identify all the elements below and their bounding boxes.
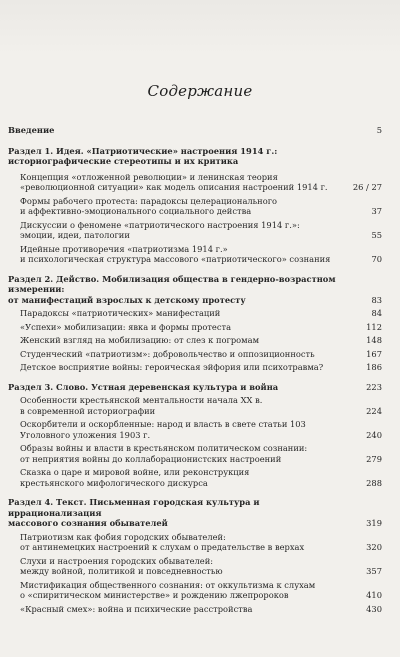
toc-page-number: 5 <box>376 125 382 135</box>
toc-entry-line: массового сознания обывателей <box>8 518 168 528</box>
toc-entry-line: Патриотизм как фобия городских обывателей: <box>20 531 226 542</box>
toc-page-number: 186 <box>366 362 382 372</box>
toc-entry-line: Сказка о царе и мировой войне, или реконструкция <box>20 467 250 477</box>
toc-page-number: 26 / 27 <box>352 182 382 192</box>
toc-chapter-entry <box>8 580 382 601</box>
toc-entry-line: «Красный смех»: война и психические расстройства <box>20 603 253 614</box>
toc-page-number: 279 <box>366 453 382 464</box>
toc-chapter-entry <box>8 335 382 346</box>
toc-entry-text <box>20 443 364 464</box>
toc-entry-line: «Успехи» мобилизации: явка и формы протеста <box>20 321 232 332</box>
toc-entry-line: Раздел 1. Идея. «Патриотические» настроения 1914 г.: <box>8 145 278 156</box>
toc-entry-line: «революционной ситуации» как модель описания настроений 1914 г. <box>20 182 328 192</box>
toc-entry-line: Мистификация общественного сознания: от оккультизма к слухам <box>20 579 316 590</box>
toc-entry-line: Раздел 2. Действо. Мобилизация общества в гендерно-возрастном измерении: <box>8 273 336 294</box>
toc-page-number: 167 <box>366 348 382 359</box>
toc-entry-text <box>8 497 364 529</box>
toc-entry-text <box>20 349 364 360</box>
toc-entry-text <box>8 382 364 393</box>
toc-chapter-entry <box>8 419 382 440</box>
table-of-contents <box>8 125 382 614</box>
toc-page-number: 410 <box>366 590 382 600</box>
toc-entry-text <box>20 604 364 615</box>
toc-chapter-entry <box>8 244 382 265</box>
toc-entry-text <box>20 395 364 416</box>
toc-page-number: 223 <box>366 381 382 392</box>
toc-page-number: 148 <box>366 335 382 345</box>
toc-entry-line: Оскорбители и оскорбленные: народ и власть в свете статьи 103 <box>20 419 306 429</box>
toc-entry-line: Слухи и настроения городских обывателей: <box>20 555 214 566</box>
toc-entry-line: Дискуссии о феномене «патриотического настроения 1914 г.»: <box>20 219 300 230</box>
toc-page-number: 320 <box>366 542 382 552</box>
toc-entry-line: Особенности крестьянской ментальности начала XX в. <box>20 395 263 405</box>
toc-intro <box>8 125 382 136</box>
toc-entry-line: от неприятия войны до коллаборационистских настроений <box>20 453 282 464</box>
toc-page-number: 357 <box>366 566 382 576</box>
toc-section-heading <box>8 274 382 306</box>
toc-chapter-entry <box>8 220 382 241</box>
toc-entry-text <box>20 335 364 346</box>
toc-page-number: 70 <box>371 254 382 264</box>
toc-entry-line: Раздел 3. Слово. Устная деревенская культура и война <box>8 381 279 392</box>
toc-section-heading <box>8 146 382 167</box>
toc-page-number: 55 <box>371 230 382 240</box>
toc-entry-line: Парадоксы «патриотических» манифестаций <box>20 308 221 318</box>
toc-entry-line: Идейные противоречия «патриотизма 1914 г.» <box>20 243 228 254</box>
toc-entry-text <box>8 274 364 306</box>
toc-entry-text <box>20 196 364 217</box>
toc-entry-line: Формы рабочего протеста: парадоксы целерационального <box>20 195 278 206</box>
toc-entry-text <box>20 419 364 440</box>
toc-entry-text <box>20 556 364 577</box>
toc-entry-line: и аффективно-эмоционального социального действа <box>20 206 252 216</box>
toc-page-number: 224 <box>366 405 382 416</box>
toc-entry-line: от антинемецких настроений к слухам о предательстве в верхах <box>20 542 305 552</box>
toc-chapter-entry <box>8 308 382 319</box>
toc-entry-line: между войной, политикой и повседневностью <box>20 566 223 576</box>
toc-entry-line: Образы войны и власти в крестьянском политическом сознании: <box>20 443 308 453</box>
toc-page-number: 319 <box>366 518 382 528</box>
toc-chapter-entry <box>8 172 382 193</box>
toc-chapter-entry <box>8 532 382 553</box>
toc-chapter-entry <box>8 362 382 373</box>
toc-entry-text <box>8 146 364 167</box>
toc-entry-text <box>20 467 364 488</box>
toc-chapter-entry <box>8 395 382 416</box>
toc-entry-line: в современной историографии <box>20 405 156 416</box>
toc-page-number: 112 <box>366 321 382 332</box>
toc-entry-line: Женский взгляд на мобилизацию: от слез к погромам <box>20 335 260 345</box>
toc-intro-label: Введение <box>8 125 55 135</box>
toc-entry-text <box>20 220 364 241</box>
toc-entry-line: и психологическая структура массового «патриотического» сознания <box>20 254 331 264</box>
toc-entry-text <box>20 580 364 601</box>
toc-entry-line: историографические стереотипы и их критика <box>8 156 239 166</box>
toc-entry-line: о «спиритическом министерстве» и рождению лжепророков <box>20 590 289 600</box>
toc-entry-line: от манифестаций взрослых к детскому протесту <box>8 294 246 305</box>
toc-page-number: 430 <box>366 603 382 614</box>
toc-section-heading <box>8 382 382 393</box>
toc-chapter-entry <box>8 604 382 615</box>
toc-entry-line: Студенческий «патриотизм»: добровольчество и оппозиционность <box>20 348 315 359</box>
toc-chapter-entry <box>8 196 382 217</box>
toc-entry-text <box>20 244 364 265</box>
toc-page-number: 240 <box>366 429 382 440</box>
toc-entry-line: Раздел 4. Текст. Письменная городская культура и иррационализация <box>8 497 260 518</box>
toc-entry-line: Концепция «отложенной революции» и ленинская теория <box>20 171 278 182</box>
page-edge-shadow <box>0 0 400 56</box>
toc-page-number: 288 <box>366 477 382 488</box>
toc-chapter-entry <box>8 556 382 577</box>
toc-entry-line: Детское восприятие войны: героическая эйфория или психотравма? <box>20 362 324 372</box>
toc-section-heading <box>8 497 382 529</box>
toc-page-number: 37 <box>371 206 382 216</box>
toc-entry-text <box>20 322 364 333</box>
toc-entry-line: Уголовного уложения 1903 г. <box>20 429 151 440</box>
toc-entry-text <box>20 308 364 319</box>
toc-entry-text <box>20 532 364 553</box>
toc-page-number: 83 <box>371 294 382 305</box>
toc-chapter-entry <box>8 443 382 464</box>
page-title: Содержание <box>147 82 253 100</box>
toc-page-number: 84 <box>371 308 382 318</box>
toc-chapter-entry <box>8 467 382 488</box>
toc-entry-line: крестьянского мифологического дискурса <box>20 477 208 488</box>
toc-entry-line: эмоции, идеи, патологии <box>20 230 130 240</box>
toc-chapter-entry <box>8 322 382 333</box>
toc-entry-text <box>20 172 353 193</box>
toc-chapter-entry <box>8 349 382 360</box>
toc-entry-text <box>20 362 364 373</box>
